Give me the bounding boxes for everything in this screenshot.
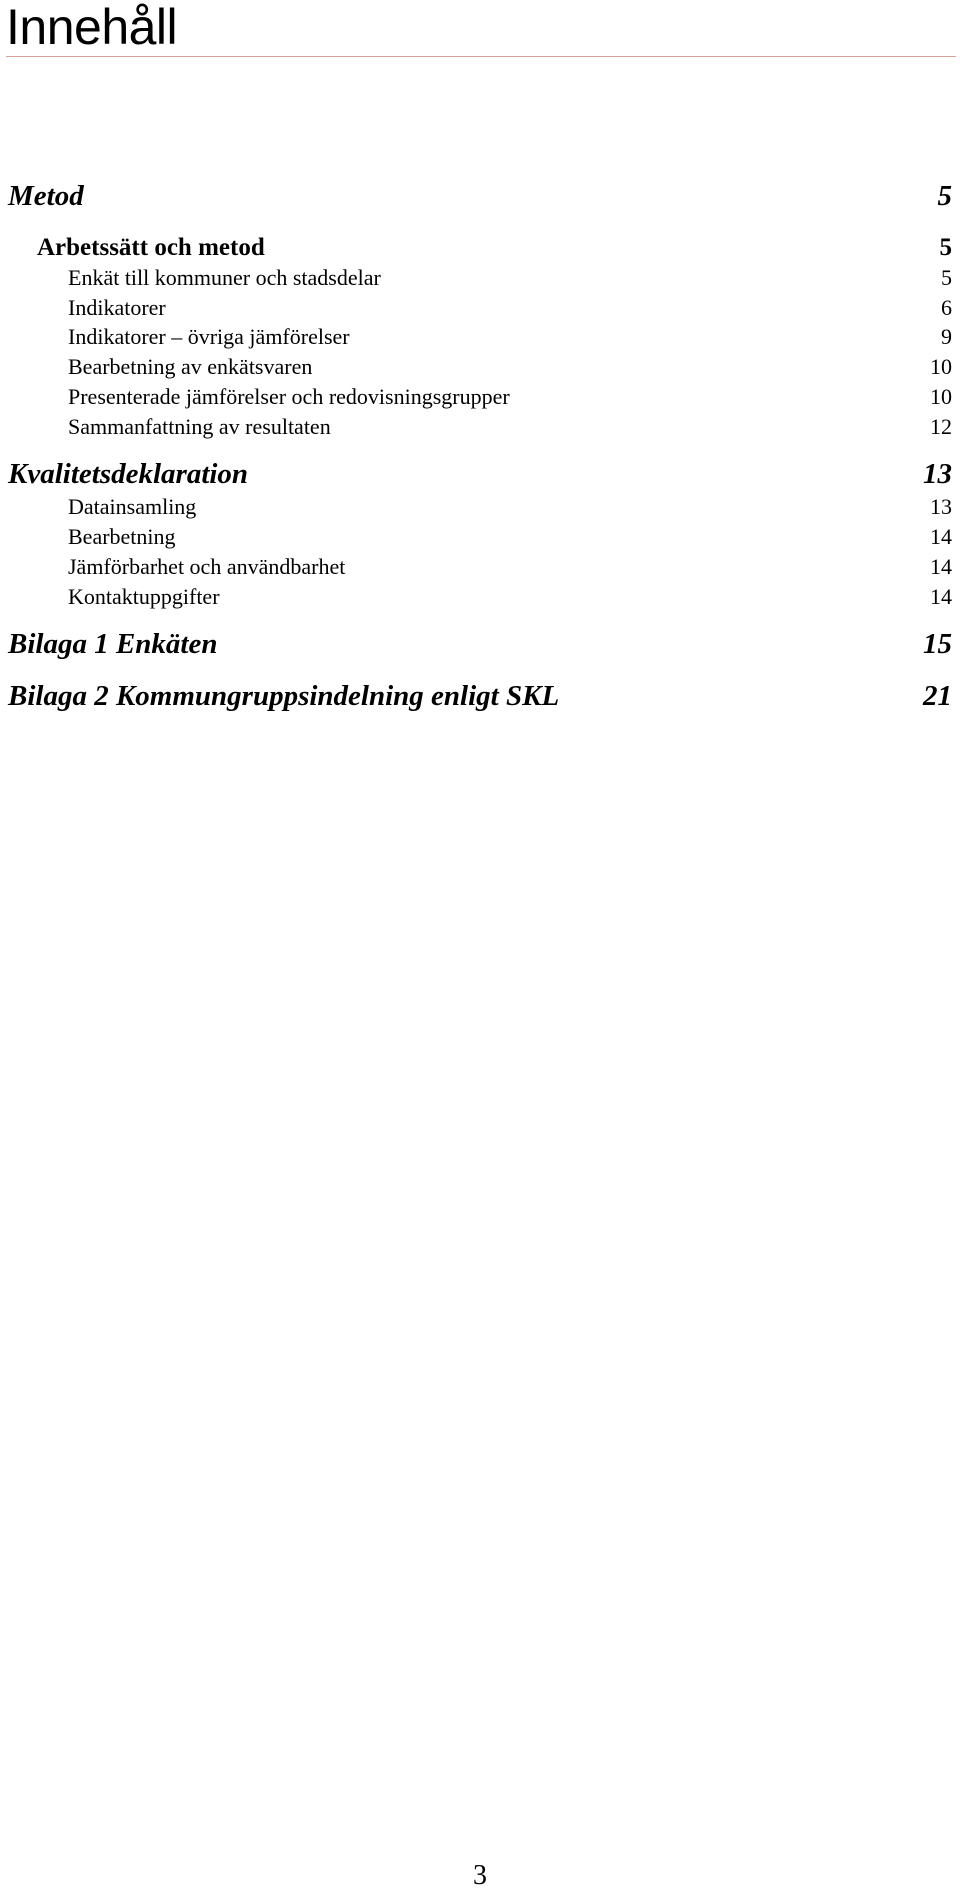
toc-entry-page: 14: [930, 584, 952, 609]
toc-entry-label: Enkät till kommuner och stadsdelar: [68, 265, 381, 290]
toc-entry-label: Bilaga 1 Enkäten: [8, 628, 218, 660]
toc-entry-indikatorer[interactable]: [68, 295, 952, 321]
toc-entry-page: 13: [923, 458, 952, 490]
toc-entry-kvalitet[interactable]: [8, 458, 952, 491]
toc-entry-arbetssatt[interactable]: [37, 234, 952, 262]
toc-entry-bearbetning-enkat[interactable]: [68, 354, 952, 380]
toc-entry-label: Kvalitetsdeklaration: [8, 458, 249, 490]
toc-entry-page: 5: [941, 265, 952, 290]
toc-entry-page: 10: [930, 354, 952, 379]
toc-entry-presenterade[interactable]: [68, 384, 952, 410]
toc-entry-label: Jämförbarhet och användbarhet: [68, 554, 346, 579]
toc-entry-page: 14: [930, 554, 952, 579]
toc-entry-label: Indikatorer: [68, 295, 166, 320]
toc-entry-kontakt[interactable]: [68, 584, 952, 610]
toc-entry-datainsamling[interactable]: [68, 494, 952, 520]
toc-entry-label: Bearbetning av enkätsvaren: [68, 354, 313, 379]
toc-entry-page: 14: [930, 524, 952, 549]
toc-entry-indikatorer-ovriga[interactable]: [68, 324, 952, 350]
toc-entry-label: Bilaga 2 Kommungruppsindelning enligt SKL: [8, 680, 560, 712]
toc-entry-page: 5: [939, 234, 952, 261]
toc-entry-bilaga2[interactable]: [8, 680, 952, 713]
toc-entry-page: 12: [930, 414, 952, 439]
toc-entry-sammanfattning[interactable]: [68, 414, 952, 440]
toc-entry-label: Indikatorer – övriga jämförelser: [68, 324, 350, 349]
toc-entry-label: Presenterade jämförelser och redovisningsgrupper: [68, 384, 510, 409]
toc-entry-label: Bearbetning: [68, 524, 176, 549]
toc-entry-bilaga1[interactable]: [8, 628, 952, 661]
toc-entry-metod[interactable]: [8, 180, 952, 213]
toc-entry-bearbetning[interactable]: [68, 524, 952, 550]
toc-entry-label: Arbetssätt och metod: [37, 234, 265, 261]
toc-entry-label: Metod: [8, 180, 84, 212]
toc-entry-page: 13: [930, 494, 952, 519]
toc-entry-label: Datainsamling: [68, 494, 197, 519]
toc-entry-page: 15: [923, 628, 952, 660]
toc-entry-page: 9: [941, 324, 952, 349]
toc-entry-page: 5: [937, 180, 952, 212]
toc-entry-page: 10: [930, 384, 952, 409]
toc-entry-jamforbarhet[interactable]: [68, 554, 952, 580]
page-title: Innehåll: [6, 0, 178, 55]
toc-entry-enkat[interactable]: [68, 265, 952, 291]
page-number: 3: [473, 1860, 487, 1891]
toc-entry-label: Sammanfattning av resultaten: [68, 414, 331, 439]
toc-entry-page: 21: [923, 680, 952, 712]
toc-entry-label: Kontaktuppgifter: [68, 584, 220, 609]
toc-entry-page: 6: [941, 295, 952, 320]
